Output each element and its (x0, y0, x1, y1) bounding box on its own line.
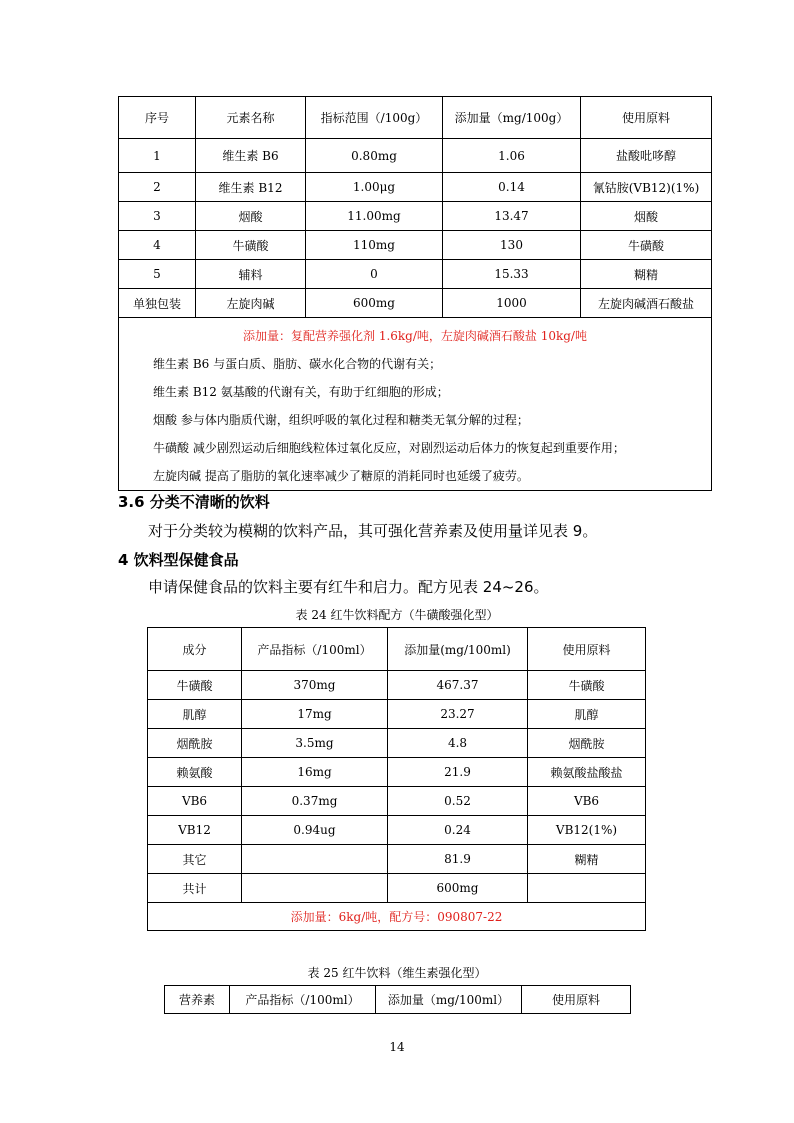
table-cell: 4 (119, 231, 196, 260)
table-cell: 单独包装 (119, 289, 196, 318)
table-cell: 0.52 (388, 787, 528, 816)
header-cell: 添加量（mg/100ml） (376, 986, 522, 1014)
table-cell: 赖氨酸盐酸盐 (528, 758, 646, 787)
table-header-row (119, 97, 712, 139)
table-cell: 牛磺酸 (581, 231, 712, 260)
table-cell: 1.06 (443, 139, 581, 173)
table-cell: 0.80mg (306, 139, 443, 173)
table-cell: 110mg (306, 231, 443, 260)
header-cell: 添加量（mg/100g） (443, 97, 581, 139)
note-line: 左旋肉碱 提高了脂肪的氧化速率减少了糖原的消耗同时也延缓了疲劳。 (153, 469, 529, 483)
table-cell: 81.9 (388, 845, 528, 874)
table-header-row (165, 986, 631, 1014)
table-cell: VB12(1%) (528, 816, 646, 845)
table-row (148, 671, 646, 700)
table-cell: 3.5mg (242, 729, 388, 758)
table-row (148, 700, 646, 729)
note-line: 牛磺酸 减少剧烈运动后细胞线粒体过氧化反应，对剧烈运动后体力的恢复起到重要作用； (153, 441, 625, 455)
table-cell: VB6 (528, 787, 646, 816)
header-cell: 序号 (119, 97, 196, 139)
table-cell: 烟酰胺 (148, 729, 242, 758)
table-cell: 0.24 (388, 816, 528, 845)
table-row (119, 173, 712, 202)
table-row (148, 845, 646, 874)
table-cell: 600mg (306, 289, 443, 318)
nutrient-table (118, 96, 712, 491)
table-cell: 牛磺酸 (148, 671, 242, 700)
table-cell: 1 (119, 139, 196, 173)
table-24-caption: 表 24 红牛饮料配方（牛磺酸强化型） (295, 608, 499, 622)
table-row (119, 260, 712, 289)
table-cell: 肌醇 (528, 700, 646, 729)
table-cell: 辅料 (196, 260, 306, 289)
table-cell: VB12 (148, 816, 242, 845)
table-25-caption: 表 25 红牛饮料（维生素强化型） (307, 966, 487, 980)
dosage-footer: 添加量：6kg/吨，配方号：090807-22 (148, 903, 646, 931)
header-cell: 产品指标（/100ml） (242, 628, 388, 671)
header-cell: 营养素 (165, 986, 230, 1014)
table-cell: 盐酸吡哆醇 (581, 139, 712, 173)
table-cell: 15.33 (443, 260, 581, 289)
header-cell: 使用原料 (528, 628, 646, 671)
table-cell: 左旋肉碱 (196, 289, 306, 318)
header-cell: 添加量(mg/100ml) (388, 628, 528, 671)
table-cell: 烟酰胺 (528, 729, 646, 758)
notes-cell (119, 318, 712, 491)
table-cell: 牛磺酸 (528, 671, 646, 700)
table-cell: VB6 (148, 787, 242, 816)
table-cell: 糊精 (581, 260, 712, 289)
table-cell: 糊精 (528, 845, 646, 874)
table-cell: 467.37 (388, 671, 528, 700)
table-row (119, 289, 712, 318)
table-row (148, 874, 646, 903)
table-row (148, 787, 646, 816)
table-row (119, 202, 712, 231)
section-4-title: 4 饮料型保健食品 (118, 551, 239, 569)
table-cell: 0.37mg (242, 787, 388, 816)
table-footer-row (148, 903, 646, 931)
table-row (148, 758, 646, 787)
redbull-vitamin-table (164, 985, 631, 1014)
table-row (119, 231, 712, 260)
header-cell: 使用原料 (522, 986, 631, 1014)
section-3-6-title: 3.6 分类不清晰的饮料 (118, 493, 270, 511)
table-cell: 烟酸 (581, 202, 712, 231)
note-line: 烟酸 参与体内脂质代谢，组织呼吸的氧化过程和糖类无氧分解的过程； (153, 413, 529, 427)
table-cell: 1000 (443, 289, 581, 318)
section-3-6-text: 对于分类较为模糊的饮料产品，其可强化营养素及使用量详见表 9。 (148, 522, 598, 540)
header-cell: 元素名称 (196, 97, 306, 139)
table-header-row (148, 628, 646, 671)
table-cell: 左旋肉碱酒石酸盐 (581, 289, 712, 318)
table-cell: 23.27 (388, 700, 528, 729)
header-cell: 产品指标（/100ml） (230, 986, 376, 1014)
dosage-note: 添加量：复配营养强化剂 1.6kg/吨，左旋肉碱酒石酸盐 10kg/吨 (243, 329, 587, 343)
table-cell: 16mg (242, 758, 388, 787)
table-cell (528, 874, 646, 903)
section-4-text: 申请保健食品的饮料主要有红牛和启力。配方见表 24~26。 (148, 578, 549, 596)
table-cell: 13.47 (443, 202, 581, 231)
table-cell: 17mg (242, 700, 388, 729)
table-cell: 0 (306, 260, 443, 289)
table-cell: 氰钴胺(VB12)(1%) (581, 173, 712, 202)
table-cell: 维生素 B6 (196, 139, 306, 173)
table-cell: 0.14 (443, 173, 581, 202)
table-cell: 其它 (148, 845, 242, 874)
table-cell: 11.00mg (306, 202, 443, 231)
table-cell: 3 (119, 202, 196, 231)
header-cell: 使用原料 (581, 97, 712, 139)
header-cell: 指标范围（/100g） (306, 97, 443, 139)
table-cell: 4.8 (388, 729, 528, 758)
page-number: 14 (389, 1040, 405, 1054)
table-cell: 600mg (388, 874, 528, 903)
table-cell: 烟酸 (196, 202, 306, 231)
table-cell: 肌醇 (148, 700, 242, 729)
table-row (148, 816, 646, 845)
table-cell: 牛磺酸 (196, 231, 306, 260)
table-cell: 1.00μg (306, 173, 443, 202)
table-cell: 21.9 (388, 758, 528, 787)
table-cell: 130 (443, 231, 581, 260)
table-cell: 5 (119, 260, 196, 289)
note-line: 维生素 B6 与蛋白质、脂肪、碳水化合物的代谢有关； (153, 357, 442, 371)
notes-row (119, 318, 712, 491)
table-cell: 0.94ug (242, 816, 388, 845)
redbull-taurine-table (147, 627, 646, 931)
table-cell (242, 845, 388, 874)
table-cell: 赖氨酸 (148, 758, 242, 787)
note-line: 维生素 B12 氨基酸的代谢有关，有助于红细胞的形成； (153, 385, 449, 399)
table-cell: 共计 (148, 874, 242, 903)
table-cell: 维生素 B12 (196, 173, 306, 202)
table-cell (242, 874, 388, 903)
table-cell: 370mg (242, 671, 388, 700)
header-cell: 成分 (148, 628, 242, 671)
table-row (148, 729, 646, 758)
table-cell: 2 (119, 173, 196, 202)
table-row (119, 139, 712, 173)
